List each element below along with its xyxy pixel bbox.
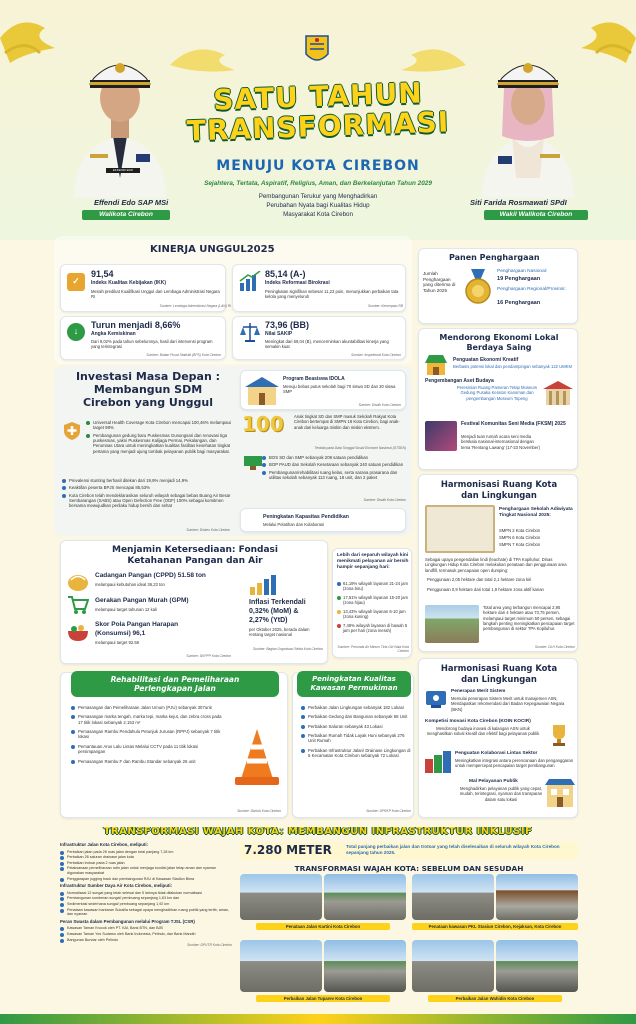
vice-mayor-portrait <box>474 28 582 198</box>
meter-desc: Total panjang perbaikan jalan dan trotoar yang telah diselesaikan di seluruh wilayah Kota Cirebon sepanjang tahun 2025. <box>346 844 560 855</box>
inflation-chart-icon <box>249 573 277 595</box>
ikk-card <box>60 264 231 312</box>
air-title: Lebih dari separuh wilayah kini menikmati pelayanan air bersih hampir sepanjang hari: <box>337 553 409 570</box>
photo-tuparev-after <box>324 940 406 992</box>
photos-title: TRANSFORMASI WAJAH KOTA: SEBELUM DAN SESUDAH <box>294 864 524 873</box>
ikk-desc: Meraih predikat Kualifikasi Unggul dari Lembaga Administrasi Negara RI <box>91 289 220 300</box>
kemiskinan-value: Turun menjadi 8,66% <box>91 320 181 330</box>
permukiman-source: Sumber: DPRKP Kota Cirebon <box>366 809 411 813</box>
kemiskinan-desc: Dari 9,02% pada tahun sebelumnya, hasil dari intervensi program yang terintegrasi <box>91 339 213 350</box>
nasional-label: Penghargaan Nasional: <box>497 269 548 274</box>
big-number-source: Terdata pada Data Tunggal Sosial Ekonomi Nasional (DTSEN) <box>314 446 406 450</box>
title-line2: TRANSFORMASI <box>186 105 450 148</box>
kemiskinan-label: Angka Kemiskinan <box>91 331 136 337</box>
permukiman-item-1: Perbaikan Gedung dan Bangunan sebanyak 68 Unit <box>301 714 411 719</box>
ikk-value: 91,54 <box>91 269 114 279</box>
health-icon <box>62 420 82 440</box>
infra-item-1-4: Penggarapan jogging track dan pembangunan RJU di Kawasan Stadion Bima <box>60 877 232 882</box>
mpp-building-icon <box>545 777 575 807</box>
jalan-title-line2: Perlengkapan Jalan <box>134 684 216 693</box>
merit-desc: Memulai penerapan Sistem Merit untuk manajemen ASN, Mendapatkan rekomendasi dari Badan Kepegawaian Negara (BKN) <box>451 696 565 712</box>
school-2: SMPN 7 Kota Cirebon <box>499 542 541 547</box>
kapasitas-card <box>240 508 406 532</box>
ruang-kota-2-title-line1: Harmonisasi Ruang Kota <box>440 663 558 673</box>
permukiman-list <box>301 705 411 761</box>
infra-item-1-2: Perbaikan trotoar pada 2 ruas jalan <box>60 861 232 866</box>
permukiman-item-2: Perbaikan Saluran sebanyak 43 Lokasi <box>301 724 411 729</box>
ruang-kota-card-2 <box>418 658 578 818</box>
certificate-photo <box>425 505 495 553</box>
infra-left-list-1 <box>60 850 232 882</box>
ekonomi-item3-desc: Menjadi tuan rumah acara seni media berskala nasional-internasional dengan tema 'Rentang Lawang' (17-23 November) <box>461 434 540 450</box>
gpm-value: Gerakan Pangan Murah (GPM) <box>95 597 189 604</box>
ekonomi-item3-title: Festival Komunitas Seni Media (FKSM) 2025 <box>461 421 566 427</box>
ornament-mid-left <box>170 40 240 80</box>
kemiskinan-card <box>60 316 226 360</box>
jalan-item-3: Pemantauan Arus Lalu Lintas Melalui CCTV pada 11 titik lokasi persimpangan <box>71 744 225 755</box>
kapasitas-desc: Melalui Pelatihan dan Kolaborasi <box>263 522 324 527</box>
jalan-title-line1: Rehabilitasi dan Pemeliharaan <box>110 674 240 684</box>
sdm-source: Sumber: Dinkes Kota Cirebon <box>186 528 230 532</box>
kolaborasi-desc: Meningkatkan integrasi antara perencanaan dan penganggaran untuk mempercepat pencapaian target pembangunan <box>455 758 574 769</box>
inflasi-desc: per Oktober 2025, berada dalam rentang target nasional <box>249 627 310 638</box>
sdm-bullet-a-1: Pembangunan gedung baru Puskesmas Gunungsari dan renovasi tiga puskesmas, yakni Puskesmas Kalijaga Permai, Pekalangan, dan Perumnas Utara untuk meningkatkan kualitas fasilitas kesehatan tingkat pertama yang menjadi ujung tombak pelayanan publik bagi masyarakat. <box>86 433 234 454</box>
ruang-kota-2-title-line2: dan Lingkungan <box>461 674 537 684</box>
infra-left-title-2: Infrastruktur Sumber Daya Air Kota Cirebon, meliputi: <box>60 883 173 889</box>
jalan-item-2: Pemasangan Rambu Pendahulu Petunjuk Jurusan (RPPJ) sebanyak 7 titik lokasi <box>71 729 225 740</box>
ruang-kota-card-1 <box>418 474 578 652</box>
permukiman-card <box>292 672 414 818</box>
collab-icon <box>425 751 451 773</box>
city-logo <box>304 34 330 66</box>
bos-source: Sumber: Disdik Kota Cirebon <box>363 498 406 502</box>
sdm-bullet-b-1: Keaktifan peserta BPJS mencapai 85,53% <box>62 485 234 490</box>
bos-item-0: BOS SD dan SMP sebanyak 208 satuan pendidikan <box>262 455 406 460</box>
mpp-desc: Menghadirkan pelayanan publik yang cepat, mudah, terintegrasi, nyaman dan transparan dalam satu lokasi <box>459 786 543 802</box>
sakip-desc: Meningkat dari 69,04 (B), mencerminkan akuntabilitas kinerja yang semakin kuat <box>265 339 389 350</box>
pangan-source: Sumber: DKPPP Kota Cirebon <box>186 654 231 658</box>
regional-label: Penghargaan Regional/Provinsi: <box>497 287 566 292</box>
ekonomi-item1-title: Penguatan Ekonomi Kreatif <box>453 357 519 363</box>
panen-title: Panen Penghargaan <box>449 253 540 262</box>
air-item-0: 61,19% wilayah layanan 21-24 jam (zona biru) <box>343 581 408 592</box>
big-number-100: 100 <box>242 412 284 436</box>
regional-value: 16 Penghargaan <box>497 300 541 306</box>
panen-card <box>418 248 578 324</box>
pph-line2: (Konsumsi) 96,1 <box>95 630 146 637</box>
jalan-title-pill <box>71 671 279 697</box>
infra-item-2-2: Sedimentasi sederhana sungai/ pembuang sepanjang 1,92 km <box>60 902 232 907</box>
jalan-source: Sumber: Dishub Kota Cirebon <box>237 809 281 813</box>
pph-line1: Skor Pola Pangan Harapan <box>95 621 179 628</box>
beasiswa-source: Sumber: Disdik Kota Cirebon <box>358 403 401 407</box>
ekonomi-title-line1: Mendorong Ekonomi Lokal <box>439 333 559 342</box>
sdm-title-line1: Investasi Masa Depan : <box>75 370 221 383</box>
inflasi-title: Inflasi Terkendali <box>249 599 306 606</box>
mayor-nameplate: EFFENDI EDO <box>106 168 140 173</box>
infra-item-1-0: Perbaikan jalan pada 26 ruas jalan dengan total panjang 7,28 km <box>60 850 232 855</box>
photo-tuparev-before <box>240 940 322 992</box>
air-item-3: 7,46% wilayah layanan di bawah 5 jam per hari (zona merah) <box>343 623 408 634</box>
school-1: SMPN 6 Kota Cirebon <box>499 535 541 540</box>
meter-value: 7.280 METER <box>244 843 332 857</box>
sdm-bullet-b-0: Prevalensi stunting berhasil ditekan dari 19,9% menjadi 14,9% <box>62 478 234 483</box>
irb-source: Sumber: Kemenpan-RB <box>367 304 403 308</box>
tpa-desc: Sebagai upaya pengendalian lindi (leachate) di TPA Kopiluhur, Dinas Lingkungan Hidup Kota Cirebon melakukan penataan dan penggunaan area landfill, termasuk pencapaian open dumping: <box>425 557 567 573</box>
scale-icon <box>239 321 261 343</box>
cart-icon <box>67 595 89 615</box>
rice-icon <box>67 571 89 591</box>
shop-icon <box>425 355 447 375</box>
merit-icon <box>425 689 447 709</box>
ekonomi-card <box>418 328 578 470</box>
inflasi-source: Sumber: Bagian Organisasi Setda Kota Cirebon <box>252 647 323 651</box>
ornament-mid-right <box>396 40 466 80</box>
poverty-icon: ↓ <box>67 323 85 341</box>
sdm-bullets-a <box>86 420 234 456</box>
photo-wahidin-before <box>412 940 494 992</box>
photo-pkl-after <box>496 874 578 920</box>
sakip-card <box>232 316 406 360</box>
footer-bar <box>0 1014 636 1024</box>
page-tagline: Sejahtera, Tertata, Aspiratif, Religius, Aman, dan Berkelanjutan Tahun 2029 <box>204 180 432 187</box>
medal-icon <box>463 269 493 305</box>
permukiman-item-0: Perbaikan Jalan Lingkungan sebanyak 182 Lokasi <box>301 705 411 710</box>
nasional-value: 19 Penghargaan <box>497 276 541 282</box>
pangan-title-line1: Menjamin Ketersediaan: Fondasi <box>112 545 278 555</box>
bos-item-2: Pembangunan/rehabilitasi ruang kelas, serta sarana prasarana dan utilitas sekolah sebanyak 113 ruang, 18 unit, dan 2 paket <box>262 470 406 481</box>
title-line1: SATU TAHUN <box>212 76 424 117</box>
infra-banner: TRANSFORMASI WAJAH KOTA: MEMBANGUN INFRASTRUKTUR INKLUSIF <box>103 826 533 837</box>
permukiman-title-line2: Kawasan Permukiman <box>310 684 398 692</box>
infra-item-3-2: Bangunan Bundar oleh Pelindo <box>60 938 232 943</box>
ruang-kota-1-title-line1: Harmonisasi Ruang Kota <box>440 479 558 489</box>
photo-kartini-after <box>324 874 406 920</box>
sakip-source: Sumber: Inspektorat Kota Cirebon <box>351 353 401 357</box>
school-icon <box>245 377 279 405</box>
photo-wahidin-after <box>496 940 578 992</box>
jalan-item-1: Pemasangan marka tengah, marka tepi, marka kejut, dan zebra cross pada 17 titik lokasi sebanyak 2.153 m² <box>71 714 225 725</box>
ekonomi-item2-title: Pengembangan Aset Budaya <box>425 378 494 384</box>
caption-tuparev: Perbaikan Jalan Tuparev Kota Cirebon <box>256 995 390 1002</box>
vice-mayor-name: Siti Farida Rosmawati SPdI <box>470 198 567 207</box>
tpa-desc2: Total area yang terbangun mencapai 2,95 hektare dari 4 hektare atau 73,75 persen, melampaui target minimum 50 persen, sebagai langkah penting meningkatkan pencapaian target pembangunan di sektor TPA Kopiluhur. <box>483 605 575 631</box>
yellow-dot <box>337 610 341 614</box>
permukiman-title-line1: Peningkatan Kualitas <box>312 675 396 684</box>
infra-item-2-0: Normalisasi 12 sungai yang telah selesai dan 5 lainnya tidak dilakukan normalisasi <box>60 891 232 896</box>
jalan-list <box>71 705 225 766</box>
mayor-title: Walikota Cirebon <box>82 210 170 220</box>
ruang-kota-1-title-line2: dan Lingkungan <box>461 490 537 500</box>
panen-left-label: Jumlah Penghargaan yang diterima di Tahun 2025 <box>423 271 456 294</box>
inflasi-value2: 2,27% (YtD) <box>249 617 288 624</box>
beasiswa-title: Program Beasiswa IDOLA <box>283 376 345 382</box>
sdm-bullets-b <box>62 478 234 511</box>
permukiman-item-3: Perbaikan Rumah Tidak Layak Huni sebanyak 276 Unit Rumah <box>301 733 411 744</box>
sdm-bullet-b-2: Kota Cirebon telah mendeklarasikan seluruh wilayah sebagai bebas Buang Air Besar Sembarangan (SABS) atau Open Defection Free (ODF) 100% sebagai komitmen bersama mewujudkan perilaku hidup bersih dan sehat <box>62 493 234 509</box>
photo-pkl-before <box>412 874 494 920</box>
growth-chart-icon <box>239 271 261 291</box>
classroom-icon <box>244 456 262 470</box>
infra-item-1-1: Perbaikan 28 saluran drainase jalan kota <box>60 855 232 860</box>
infra-left-list-2 <box>60 891 232 917</box>
air-item-1: 17,51% wilayah layanan 15-20 jam (zona hijau) <box>343 595 408 606</box>
sakip-label: Nilai SAKIP <box>265 331 293 337</box>
jalan-item-0: Pemasangan dan Pemeliharaan Jalan Umum (PJU) sebanyak 307unit <box>71 705 225 710</box>
caption-kartini: Penataan Jalan Kartini Kota Cirebon <box>256 923 390 930</box>
trophy-icon <box>547 723 571 747</box>
air-source: Sumber: Perumda Air Minum Tirta Giri Nata Kota Cirebon <box>337 645 409 654</box>
ekonomi-title-line2: Berdaya Saing <box>466 343 532 352</box>
air-card <box>332 548 412 658</box>
intro-line3: Masyarakat Kota Cirebon <box>283 211 353 218</box>
photo-kartini-before <box>240 874 322 920</box>
koin-title: Kompetisi Inovasi Kota Cirebon (KOIN KOCIR) <box>425 719 531 724</box>
green-dot <box>337 596 341 600</box>
kemiskinan-source: Sumber: Badan Pusat Statistik (BPS) Kota Cirebon <box>146 353 221 357</box>
ikk-label: Indeks Kualitas Kebijakan (IKK) <box>91 280 167 286</box>
inflasi-value: 0,32% (MoM) & <box>249 608 299 615</box>
school-0: SMPN 2 Kota Cirebon <box>499 528 541 533</box>
sakip-value: 73,96 (BB) <box>265 320 310 330</box>
kinerja-title: KINERJA UNGGUL2025 <box>150 244 275 255</box>
irb-desc: Peningkatan signifikan sebesar 11,23 poin, menunjukkan perbaikan tata kelola yang menyeluruh <box>265 289 399 300</box>
air-item-2: 13,43% wilayah layanan 6-10 jam (zona kuning) <box>343 609 406 620</box>
pangan-title-line2: Ketahanan Pangan dan Air <box>127 556 263 566</box>
tpa-list-0: Penggunaan 2,05 hektare dan total 2,1 hektare zona kiri <box>427 577 532 582</box>
infra-left-column <box>60 842 232 947</box>
pph-desc: melampaui target 92.58 <box>95 640 139 645</box>
bowl-icon <box>67 621 89 643</box>
blue-dot <box>337 582 341 586</box>
irb-label: Indeks Reformasi Birokrasi <box>265 280 330 286</box>
mayor-name: Effendi Edo SAP MSi <box>94 198 169 207</box>
ikk-icon: ✓ <box>67 273 85 291</box>
traffic-cone-icon <box>233 727 281 787</box>
infra-item-2-3: Penataan kawasan bantaran Sukalila sebagai upaya menghadirkan ruang publik yang tertib, aman, dan nyaman <box>60 908 232 917</box>
caption-pkl: Penataan kawasan PKL Stasiun Cirebon, Kejaksan, Kota Cirebon <box>412 923 578 930</box>
museum-icon <box>543 381 573 407</box>
intro-line1: Pembangunan Terukur yang Menghadirkan <box>258 193 378 200</box>
infra-left-list-3 <box>60 926 232 942</box>
kolaborasi-title: Penguatan Kolaborasi Lintas Sektor <box>455 751 538 756</box>
landfill-photo <box>425 605 479 643</box>
ornament-left <box>0 8 70 68</box>
adiwiyata-title: Penghargaan Sekolah Adiwiyata Tingkat Nasional 2025: <box>499 507 573 518</box>
permukiman-item-4: Perbaikan Infrastruktur Jalan/ Drainase Lingkungan di 5 Kecamatan Kota Cirebon sebanyak 72 Lokasi <box>301 748 411 759</box>
jalan-item-4: Pemasangan Rambu F dan Rambu Standar sebanyak 26 unit <box>71 759 225 764</box>
ekonomi-item1-desc: Berbasis potensi lokal dan pendampingan sebanyak 122 UMKM <box>453 364 572 369</box>
infra-item-1-3: Pelaksanaan pemeliharaan rutin jalan untuk menjaga kondisi jalan tetap aman dan nyaman digunakan masyarakat <box>60 866 232 875</box>
merit-title: Penerapan Merit Sistem <box>451 689 506 694</box>
infra-item-3-0: Kawasan Taman Krucuk oleh PT. KAI, Bank BTN, dan BJB <box>60 926 232 931</box>
intro-line2: Perubahan Nyata bagi Kualitas Hidup <box>266 202 370 209</box>
kapasitas-title: Peningkatan Kapasitas Pendidikan <box>263 514 349 520</box>
irb-card <box>232 264 406 312</box>
infra-left-title-3: Peran Swasta dalam Pembangunan melalui Program TJSL (CSR) <box>60 918 195 924</box>
cppd-value: Cadangan Pangan (CPPD) 51.58 ton <box>95 572 206 579</box>
ikk-source: Sumber: Lembaga Administrasi Negara (LAN) RI <box>159 304 231 308</box>
sdm-bullet-a-0: Universal Health Coverage Kota Cirebon mencapai 100,46% melampaui target 98% <box>86 420 234 431</box>
infra-item-3-1: Kawasan Taman Yos Sudarso oleh Bank Indonesia, Pelindo, dan Bank Mandiri <box>60 932 232 937</box>
permukiman-title-pill <box>297 671 411 697</box>
infra-item-2-1: Pembangunan sumberan sungai/ pembuang sepanjang 1,63 km dan <box>60 896 232 901</box>
irb-value: 85,14 (A-) <box>265 269 306 279</box>
pangan-card <box>60 540 328 664</box>
ekonomi-item2-desc: Peresmian Ruang Pameran Tetap Museum Gedung Pusaka Keraton Kanoman dan pengembangan Museum Topeng <box>456 385 538 401</box>
sdm-title-line2: Membangun SDM <box>93 383 203 396</box>
bos-item-1: BOP PAUD dan Sekolah Kesetaraan sebanyak 240 satuan pendidikan <box>262 462 406 467</box>
infra-left-source: Sumber: DPUTR Kota Cirebon <box>187 943 232 948</box>
tpa-source: Sumber: DLH Kota Cirebon <box>534 645 575 649</box>
cppd-desc: melampaui kebutuhan ideal 36,23 ton <box>95 582 165 587</box>
beasiswa-desc: Menuju bebas putus sekolah bagi 70 siswa SD dan 30 siswa SMP <box>283 384 396 395</box>
tpa-list-1: Penggunaan 0,9 hektare dari total 1,9 hektare zona aktif kanan <box>427 587 544 592</box>
beasiswa-card <box>240 370 406 410</box>
page-subtitle: MENUJU KOTA CIREBON <box>216 158 420 174</box>
mpp-title: Mal Pelayanan Publik <box>469 779 518 784</box>
big-number-desc: Anak tingkat SD dan SMP masuk Sekolah Rakyat Kota Cirebon bertempat di SMPN 18 Kota Cirebon, bagi anak-anak dari keluarga miskin dan miskin ekstrem. <box>294 414 400 430</box>
festival-photo <box>425 421 457 451</box>
caption-wahidin: Perbaikan Jalan Wahidin Kota Cirebon <box>428 995 562 1002</box>
gpm-desc: melampaui target tahunan 12 kali <box>95 607 157 612</box>
jalan-card <box>60 672 288 818</box>
koin-desc: Mendorong budaya inovasi di kalangan ASN untuk menghasilkan solusi kreatif dan efektif bagi pelayanan publik <box>426 726 540 737</box>
vice-mayor-title: Wakil Walikota Cirebon <box>484 210 588 220</box>
bos-list <box>262 455 406 482</box>
red-dot <box>337 624 341 628</box>
sdm-title-line3: Cirebon yang Unggul <box>82 396 214 409</box>
infra-left-title-1: Infrastruktur Jalan Kota Cirebon, meliputi: <box>60 842 149 847</box>
